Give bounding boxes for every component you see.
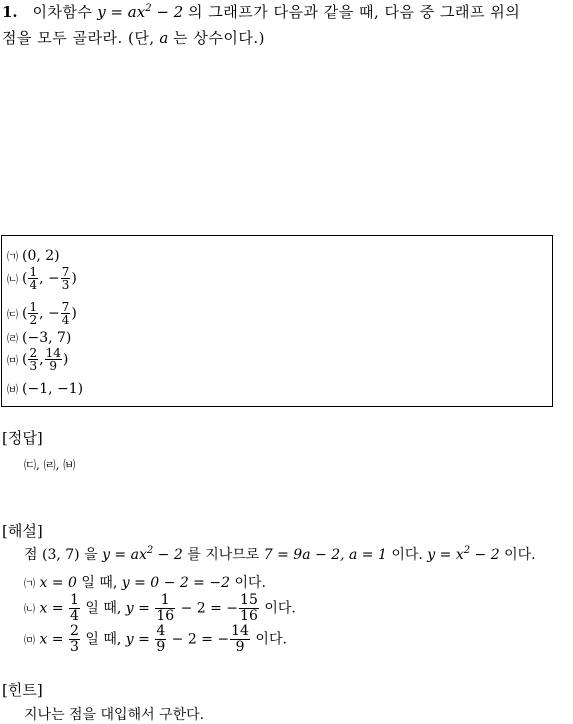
hint-header: [힌트] [2, 681, 43, 699]
choice-item: ㈃ (−3, 7) [7, 330, 72, 346]
explanation-line-1: 점 (3, 7) 을 $y = ax^2 - 2$ 를 지나므로 7 = 9a − 2, a = 1 이다. $y = x^2 - 2$ 이다. [24, 545, 536, 563]
hint-text: 지나는 점을 대입해서 구한다. [24, 707, 205, 723]
explanation-line-2: ㈀ x = 0 일 때, y = 0 − 2 = −2 이다. [24, 575, 266, 591]
function-expression: $y = ax^2 - 2$ [97, 3, 184, 21]
choice-item: ㈂ ( $\frac{1}{2}$ , − $\frac{7}{4}$ ) [7, 300, 77, 327]
question-text: 의 그래프가 다음과 같을 때, 다음 중 그래프 위의 [188, 3, 521, 21]
question-line-1 [2, 1, 520, 23]
choice-item: ㈄ ( $\frac{2}{3}$ , $\frac{14}{9}$ ) [7, 346, 69, 373]
explanation-header: [해설] [2, 522, 43, 540]
choice-item: ㈀ (0, 2) [7, 248, 60, 264]
answer-text: ㈂, ㈃, ㈅ [24, 458, 76, 472]
choice-item: ㈁ ( $\frac{1}{4}$ , − $\frac{7}{3}$ ) [7, 265, 77, 292]
answer-header: [정답] [2, 429, 43, 447]
explanation-line-3: ㈁ x = $\frac{1}{4}$ 일 때, y = $\frac{1}{16}$ − 2 = − $\frac{15}{16}$ 이다. [24, 592, 296, 624]
choices-box [1, 235, 553, 407]
explanation-line-4: ㈄ x = $\frac{2}{3}$ 일 때, y = $\frac{4}{9}$ − 2 = − $\frac{14}{9}$ 이다. [24, 623, 287, 655]
question-line-2: 점을 모두 골라라. (단, a 는 상수이다.) [2, 29, 265, 47]
question-text: 이차함수 [32, 3, 93, 21]
question-number: 1. [2, 3, 18, 21]
choice-item: ㈅ (−1, −1) [7, 381, 84, 397]
